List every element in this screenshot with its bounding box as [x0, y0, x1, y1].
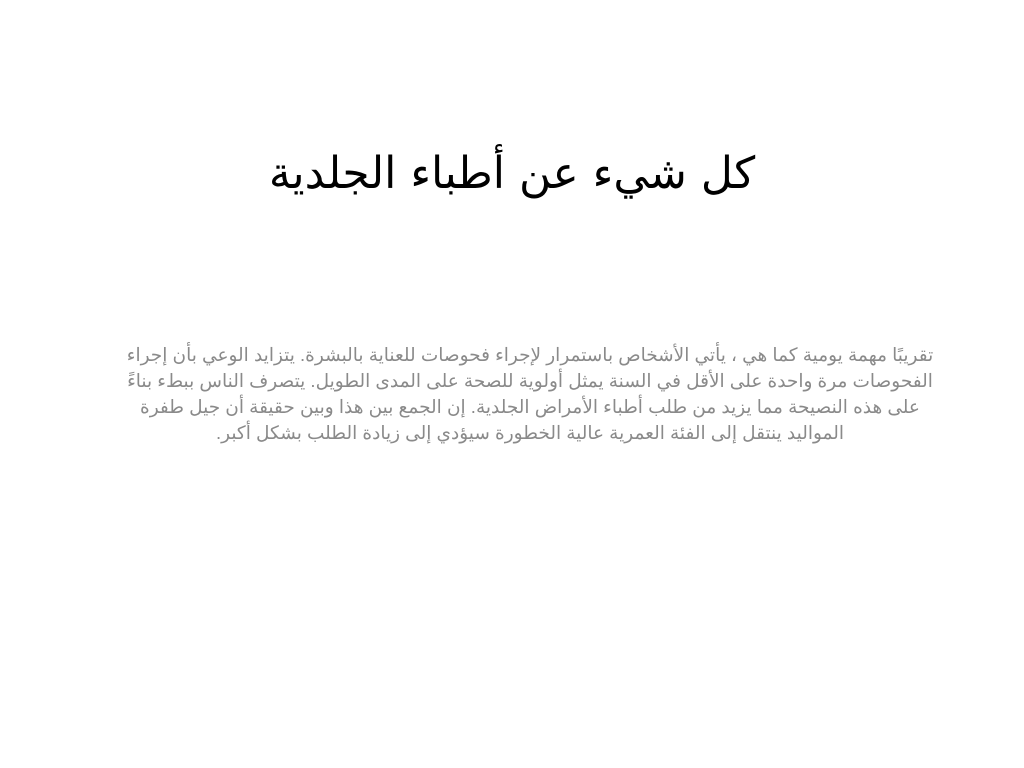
slide-body-text: تقريبًا مهمة يومية كما هي ، يأتي الأشخاص باستمرار لإجراء فحوصات للعناية بالبشرة. يتزايد الوعي بأن إجراء الفحوصات مرة واحدة على الأقل في السنة يمثل أولوية للصحة على المدى الطويل. يتصرف الناس ببطء بناءً على هذه النصيحة مما يزيد من طلب أطباء الأمراض الجلدية. إن الجمع بين هذا وبين حقيقة أن جيل طفرة المواليد ينتقل إلى الفئة العمرية عالية الخطورة سيؤدي إلى زيادة الطلب بشكل أكبر.: [126, 344, 934, 443]
slide-title: كل شيء عن أطباء الجلدية: [268, 147, 756, 199]
